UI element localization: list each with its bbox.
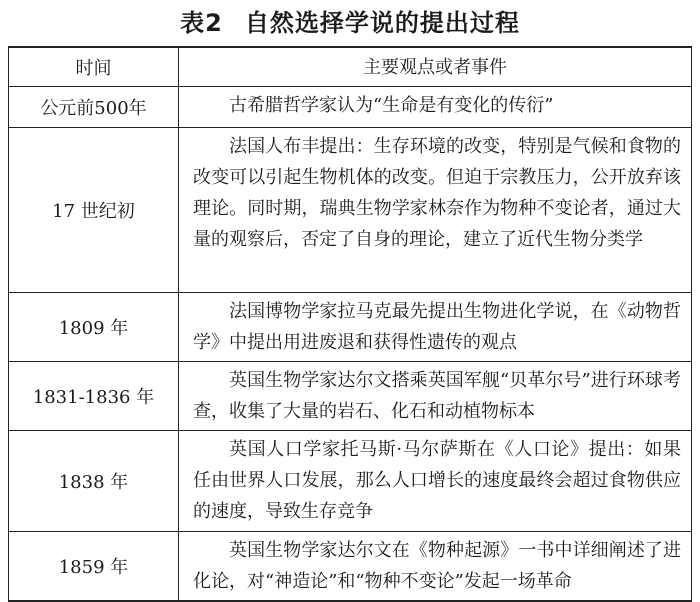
row-event: 英国人口学家托马斯·马尔萨斯在《人口论》提出：如果任由世界人口发展，那么人口增长的速度最终会超过食物供应的速度，导致生存竞争 (193, 439, 681, 522)
column-header-event: 主要观点或者事件 (363, 56, 507, 78)
table-caption (0, 6, 700, 40)
row-event: 古希腊哲学家认为“生命是有变化的传衍” (229, 95, 554, 116)
row-time: 1838 年 (9, 431, 179, 531)
column-header-time: 时间 (9, 48, 179, 86)
table-row (9, 292, 691, 361)
table-title: 自然选择学说的提出过程 (244, 9, 520, 37)
row-event: 英国生物学家达尔文搭乘英国军舰“贝革尔号”进行环球考查，收集了大量的岩石、化石和动植物标本 (193, 370, 681, 422)
row-event: 法国博物学家拉马克最先提出生物进化学说，在《动物哲学》中提出用进废退和获得性遗传的观点 (193, 301, 681, 353)
table-row (9, 430, 691, 531)
table-number: 表2 (180, 9, 223, 37)
row-event: 英国生物学家达尔文在《物种起源》一书中详细阐述了进化论，对“神造论”和“物种不变论”发起一场革命 (193, 540, 681, 592)
row-time: 公元前500年 (9, 87, 179, 127)
table-header-row (9, 48, 691, 86)
row-time: 1809 年 (9, 293, 179, 361)
table-row (9, 531, 691, 600)
row-time: 17 世纪初 (9, 128, 179, 292)
table-row (9, 361, 691, 430)
history-table (8, 46, 692, 602)
table-row (9, 127, 691, 292)
row-time: 1859 年 (9, 532, 179, 600)
row-event: 法国人布丰提出：生存环境的改变，特别是气候和食物的改变可以引起生物机体的改变。但迫于宗教压力，公开放弃该理论。同时期，瑞典生物学家林奈作为物种不变论者，通过大量的观察后，否定了自身的理论，建立了近代生物分类学 (193, 136, 681, 250)
row-time: 1831-1836 年 (9, 362, 179, 430)
table-row (9, 86, 691, 127)
